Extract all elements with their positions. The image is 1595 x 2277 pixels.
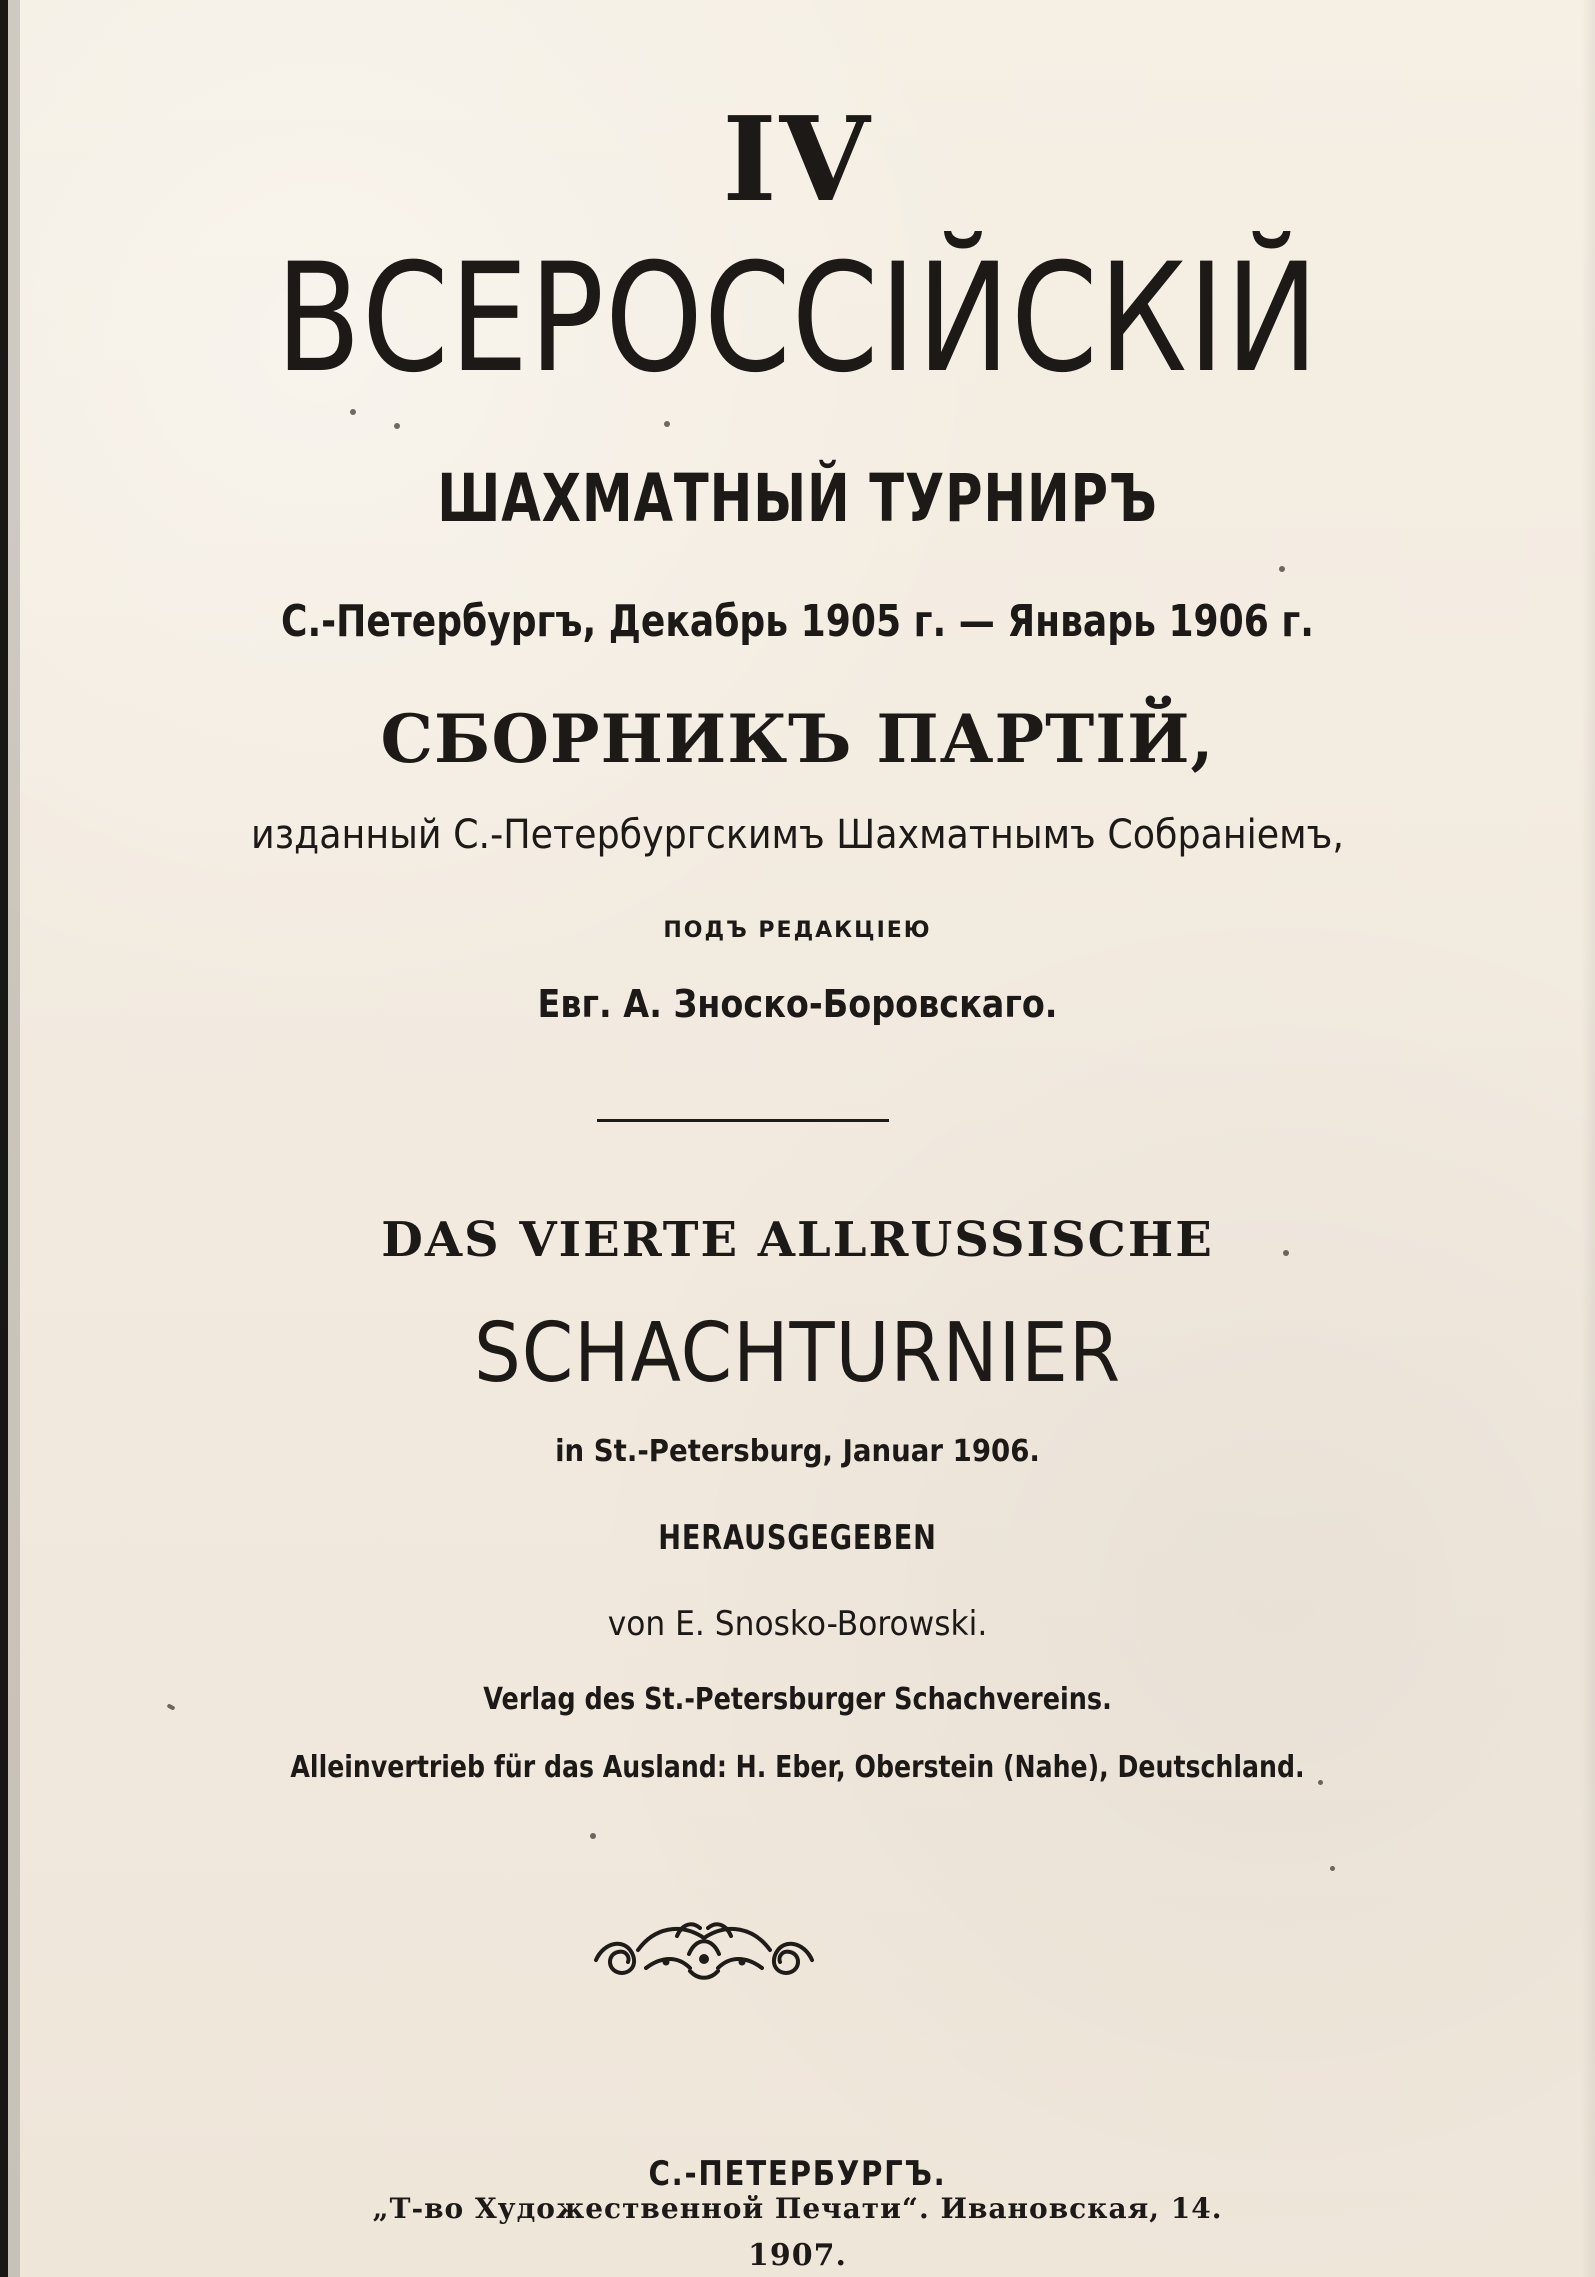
left-edge-shadow (0, 0, 20, 2277)
publisher-line: изданный С.-Петербургскимъ Шахматнымъ Собраніемъ, (251, 812, 1344, 858)
collection-title: СБОРНИКЪ ПАРТІЙ, (380, 700, 1215, 778)
author-line: von E. Snosko-Borowski. (607, 1604, 988, 1644)
german-title: DAS VIERTE ALLRUSSISCHE (381, 1212, 1214, 1268)
publication-city: С.-ПЕТЕРБУРГЪ. (648, 2154, 947, 2194)
flourish-ornament-icon (586, 1914, 822, 1990)
ink-speck (664, 421, 670, 427)
right-edge-shadow (1581, 0, 1595, 2277)
dates-line: С.-Петербургъ, Декабрь 1905 г. — Январь 1906 г. (280, 596, 1314, 647)
ink-speck (1330, 1866, 1335, 1871)
editor-name: Евг. А. Зноско-Боровскаго. (537, 982, 1058, 1026)
main-title: ВСЕРОССІЙСКІЙ (275, 232, 1320, 406)
subtitle: ШАХМАТНЫЙ ТУРНИРЪ (437, 460, 1158, 537)
ink-speck (1283, 1250, 1289, 1256)
ink-speck (394, 423, 400, 429)
verlag-line: Verlag des St.-Petersburger Schachvereins. (483, 1682, 1112, 1717)
ink-speck (1279, 566, 1285, 572)
herausgegeben-label: HERAUSGEGEBEN (658, 1518, 937, 1558)
ink-speck (590, 1833, 596, 1839)
ink-speck (1318, 1780, 1323, 1785)
publication-year: 1907. (748, 2238, 847, 2273)
ink-speck (350, 409, 356, 415)
divider-rule (597, 1119, 889, 1122)
roman-numeral: IV (722, 92, 873, 228)
german-place-line: in St.-Petersburg, Januar 1906. (555, 1434, 1040, 1469)
printer-line: „Т-во Художественной Печати“. Ивановская, 14. (372, 2192, 1223, 2225)
distribution-line: Alleinvertrieb für das Ausland: H. Eber, Oberstein (Nahe), Deutschland. (290, 1750, 1305, 1785)
german-main-title: SCHACHTURNIER (473, 1306, 1122, 1401)
edited-by-label: ПОДЪ РЕДАКЦІЕЮ (663, 918, 932, 943)
